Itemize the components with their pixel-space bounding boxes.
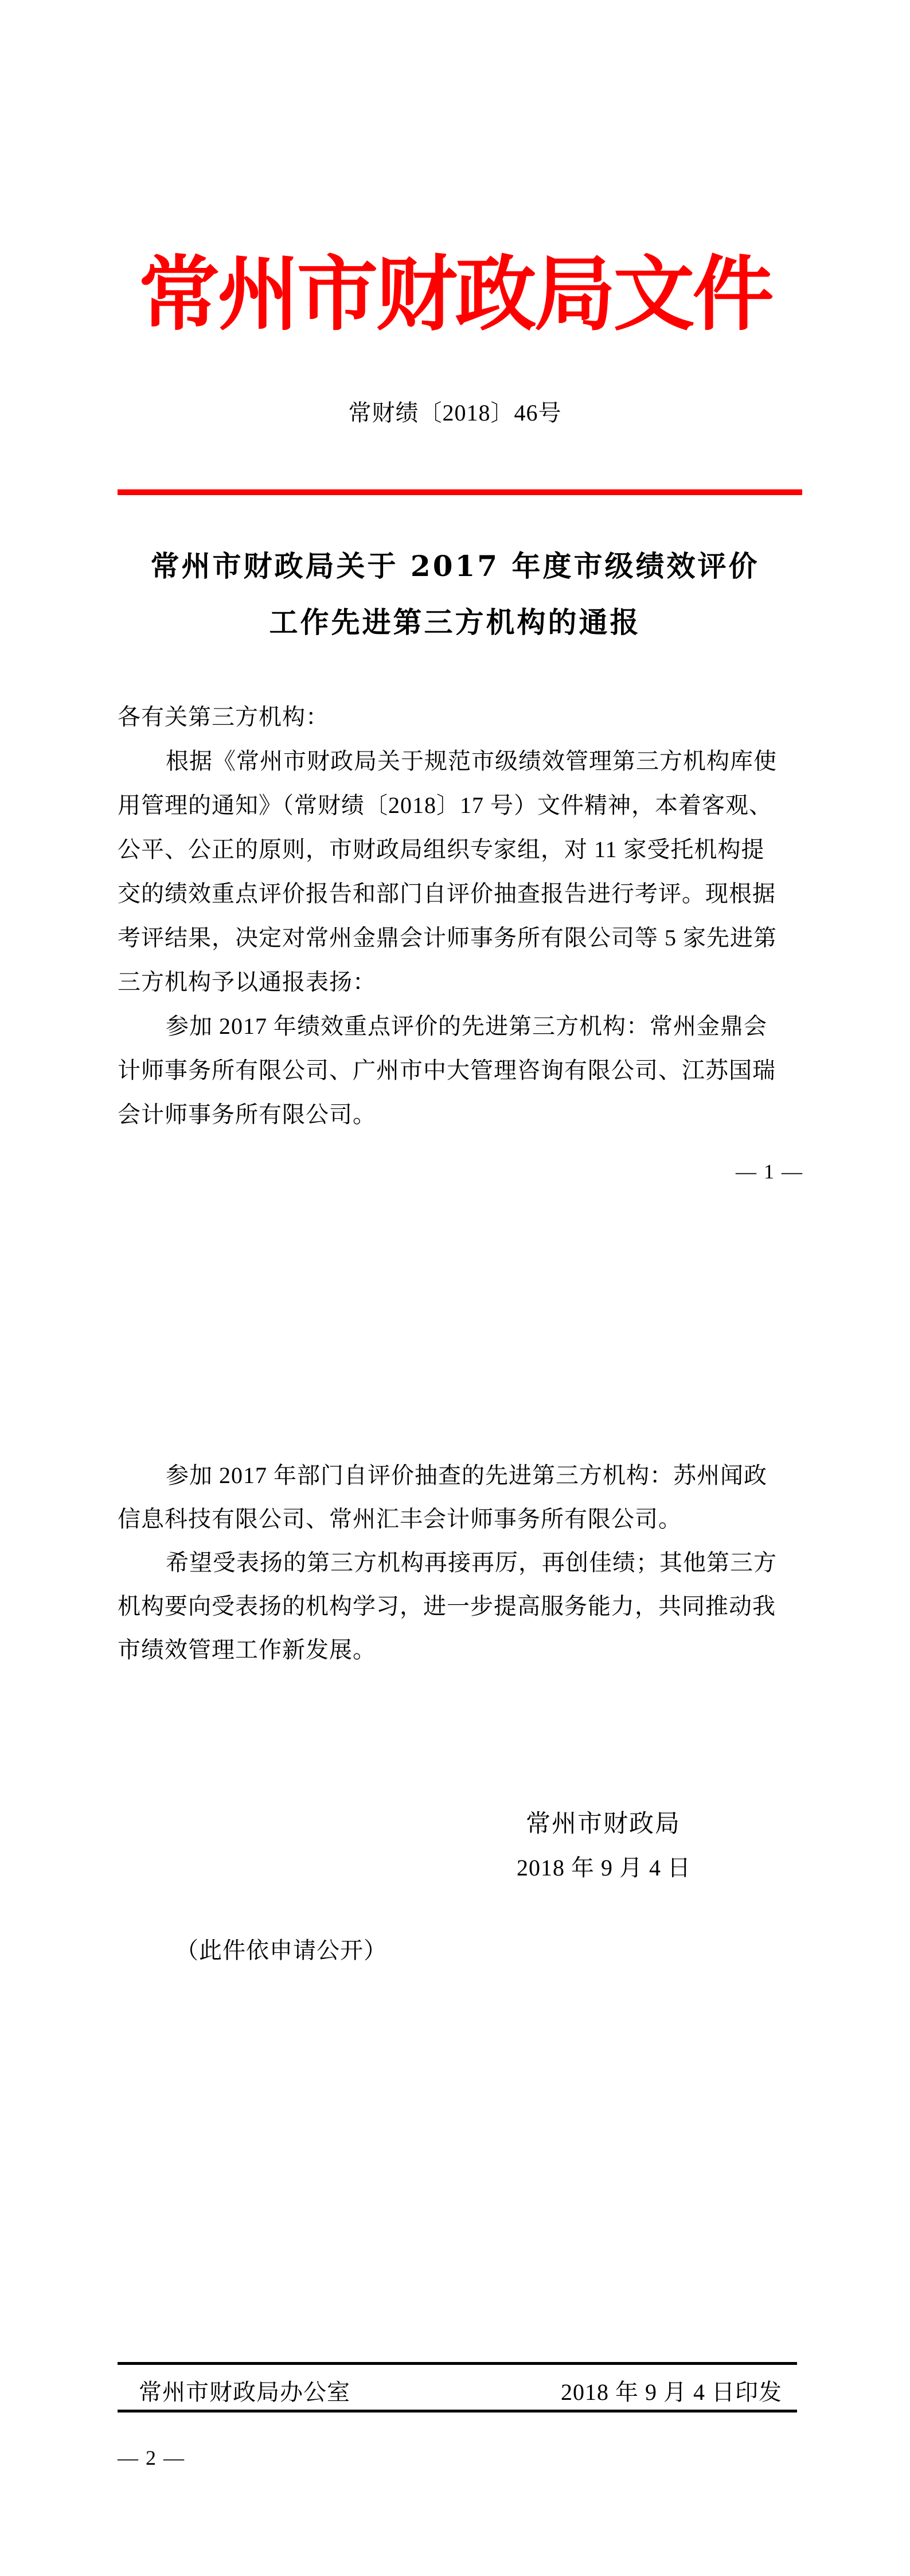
page-number-1: — 1 — [736,1160,803,1183]
body-line: 信息科技有限公司、常州汇丰会计师事务所有限公司。 [118,1506,682,1532]
body-line: 用管理的通知》（常财绩〔2018〕17 号）文件精神，本着客观、 [118,792,772,818]
doc-title-line-2: 工作先进第三方机构的通报 [269,605,641,639]
body-line: 考评结果，决定对常州金鼎会计师事务所有限公司等 5 家先进第 [118,925,777,951]
body-line: 会计师事务所有限公司。 [118,1102,376,1127]
body-line: 各有关第三方机构： [118,704,329,730]
body-line: 计师事务所有限公司、广州市中大管理咨询有限公司、江苏国瑞 [118,1057,776,1083]
body-line: 根据《常州市财政局关于规范市级绩效管理第三方机构库使 [166,748,777,774]
footer-print-date: 2018 年 9 月 4 日印发 [561,2379,782,2405]
disclosure-note: （此件依申请公开） [175,1937,387,1963]
body-line: 机构要向受表扬的机构学习，进一步提高服务能力，共同推动我 [118,1593,776,1619]
footer-rule-bottom [118,2410,797,2412]
body-line: 希望受表扬的第三方机构再接再厉，再创佳绩；其他第三方 [166,1550,777,1575]
page-number-2: — 2 — [118,2446,185,2469]
body-line: 参加 2017 年绩效重点评价的先进第三方机构：常州金鼎会 [166,1013,767,1039]
footer-office: 常州市财政局办公室 [139,2379,350,2405]
org-header-title: 常州市财政局文件 [138,247,772,342]
footer-rule-top [118,2362,797,2365]
signature-org: 常州市财政局 [526,1811,681,1838]
doc-title-line-1: 常州市财政局关于 2017 年度市级绩效评价 [150,549,760,583]
body-line: 三方机构予以通报表扬： [118,969,376,995]
doc-number: 常财绩〔2018〕46号 [348,400,562,426]
red-divider-rule [118,489,802,495]
body-line: 公平、公正的原则，市财政局组织专家组，对 11 家受托机构提 [118,836,765,862]
body-line: 市绩效管理工作新发展。 [118,1637,376,1663]
signature-date: 2018 年 9 月 4 日 [517,1855,691,1881]
body-line: 参加 2017 年部门自评价抽查的先进第三方机构：苏州闻政 [166,1462,767,1488]
body-line: 交的绩效重点评价报告和部门自评价抽查报告进行考评。现根据 [118,881,776,906]
